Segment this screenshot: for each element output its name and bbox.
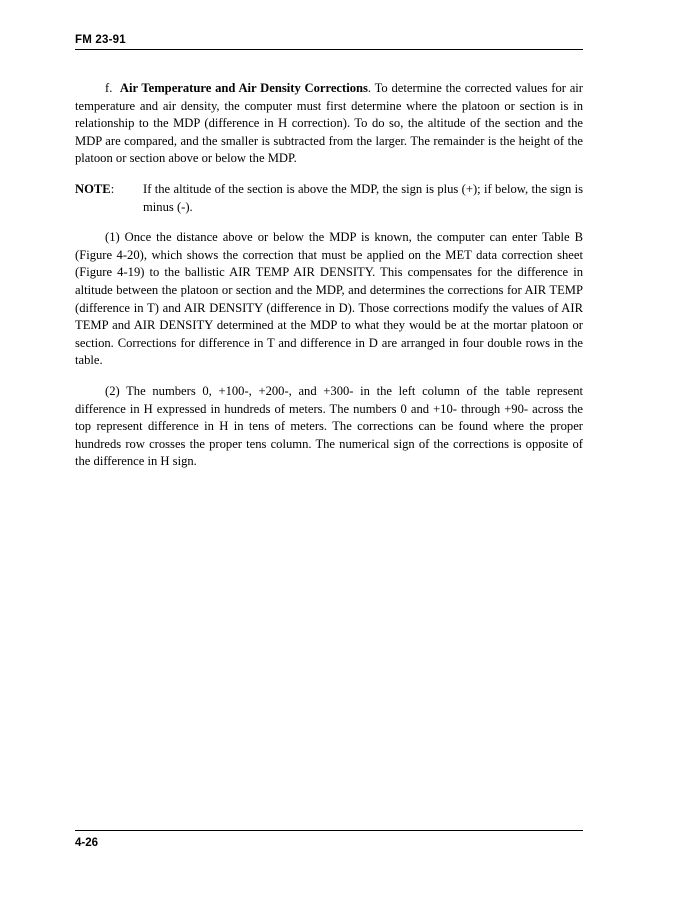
page-footer — [75, 830, 583, 849]
page-number: 4-26 — [75, 837, 99, 849]
paragraph-f-text: . To determine the corrected values for air temperature and air density, the computer must first determine where the platoon or section is in relationship to the MDP (difference in H correction). To do so, the altitude of the section and the MDP are compared, and the smaller is subtracted from the larger. The remainder is the height of the platoon or section above or below the MDP. — [75, 81, 583, 166]
paragraph-f-label: f. — [105, 81, 113, 95]
note-label-text: NOTE — [75, 181, 111, 196]
note-label — [75, 181, 143, 199]
paragraph-f-heading: Air Temperature and Air Density Corrections — [119, 81, 368, 95]
note-text: If the altitude of the section is above the MDP, the sign is plus (+); if below, the sign is minus (-). — [143, 181, 583, 214]
header-divider — [75, 49, 583, 50]
note-colon: : — [110, 181, 115, 196]
paragraph-2: (2) The numbers 0, +100-, +200-, and +300- in the left column of the table represent difference in H expressed in hundreds of meters. The numbers 0 and +10- through +90- across the top represent difference in H in tens of meters. The corrections can be found where the proper hundreds row crosses the proper tens column. The numerical sign of the corrections is opposite of the difference in H sign. — [75, 383, 583, 469]
paragraph-1: (1) Once the distance above or below the MDP is known, the computer can enter Table B (Figure 4-20), which shows the correction that must be applied on the MET data correction sheet (Figure 4-19) to the ballistic AIR TEMP AIR DENSITY. This compensates for the difference in altitude between the platoon or section and the MDP, and determines the corrections for AIR TEMP (difference in T) and AIR DENSITY (difference in D). Those corrections modify the values of AIR TEMP and AIR DENSITY determined at the MDP to what they would be at the mortar platoon or section. Corrections for difference in T and difference in D are arranged in four double rows in the table. — [75, 230, 583, 368]
note-block — [75, 181, 583, 216]
page-header — [75, 34, 583, 50]
manual-identifier: FM 23-91 — [75, 34, 126, 46]
paragraph-f — [75, 80, 583, 168]
document-body — [75, 80, 583, 484]
